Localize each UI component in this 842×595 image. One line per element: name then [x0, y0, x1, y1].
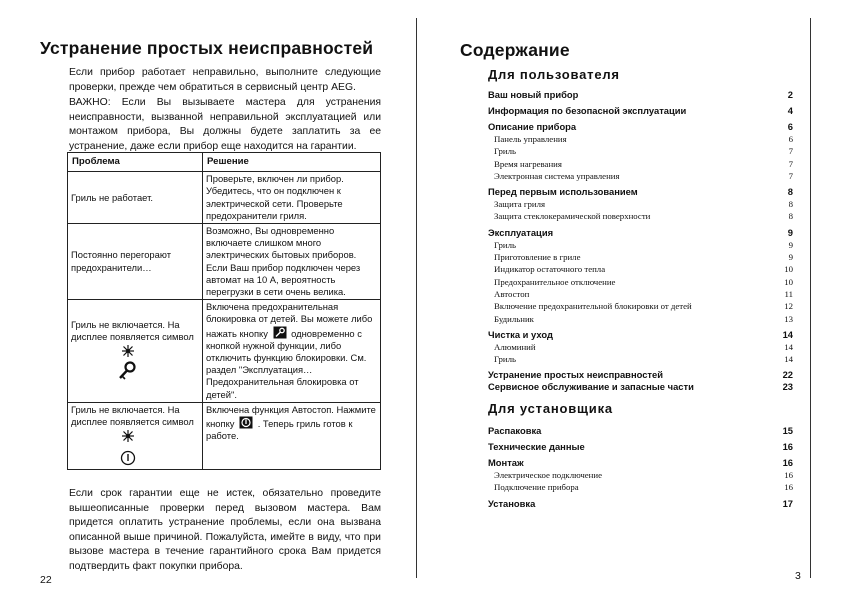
installer-section-heading: Для установщика: [488, 401, 613, 416]
toc-entry-page: 14: [784, 354, 793, 365]
toc-entry-page: 14: [784, 341, 793, 352]
toc-entry-label: Подключение прибора: [494, 482, 579, 493]
key-button-icon: [273, 326, 287, 339]
toc-entry-page: 16: [784, 470, 793, 480]
toc-entry-label: Перед первым использованием: [488, 186, 638, 198]
toc-entry[interactable]: [488, 105, 793, 117]
problem-cell: [68, 300, 203, 403]
solution-cell: Проверьте, включен ли прибор. Убедитесь, что он подключен к электрической сети. Проверьте предохранители гриля.: [203, 172, 381, 224]
toc-entry-page: 16: [784, 482, 793, 493]
toc-entry-page: 17: [782, 497, 793, 509]
page-edge-rule: [416, 18, 417, 578]
table-row: [68, 172, 381, 224]
toc-entry-label: Чистка и уход: [488, 328, 553, 340]
toc-entry-page: 7: [788, 158, 793, 169]
toc-entry-page: 9: [787, 226, 793, 238]
toc-entry-page: 8: [788, 199, 793, 210]
problem-text: Гриль не включается. На дисплее появляется символ: [71, 318, 194, 343]
toc-entry[interactable]: [488, 369, 793, 381]
toc-entry-page: 16: [782, 441, 793, 452]
toc-subentry[interactable]: [488, 251, 793, 263]
user-section-heading: Для пользователя: [488, 67, 620, 82]
toc-entry-page: 15: [782, 425, 793, 436]
problem-cell: [68, 402, 203, 469]
toc-subentry[interactable]: [488, 210, 793, 222]
toc-entry-label: Описание прибора: [488, 121, 577, 132]
toc-entry-label: Приготовление в гриле: [494, 252, 581, 263]
toc-entry-label: Гриль: [494, 354, 517, 365]
toc-entry-label: Эксплуатация: [488, 226, 554, 238]
toc-entry-label: Будильник: [494, 313, 534, 324]
troubleshooting-table: [67, 152, 381, 470]
toc-entry-label: Гриль: [494, 239, 517, 250]
toc-subentry[interactable]: [488, 288, 793, 300]
toc-subentry[interactable]: [488, 198, 793, 210]
toc-entry[interactable]: [488, 329, 793, 341]
intro-paragraph: Если прибор работает неправильно, выполните следующие проверки, прежде чем обратиться в сервисный центр AEG.: [69, 67, 381, 93]
toc-entry-page: 7: [788, 170, 793, 181]
toc-entry-label: Включение предохранительной блокировки от детей: [494, 301, 692, 312]
toc-entry-label: Распаковка: [488, 425, 542, 436]
toc-entry-label: Панель управления: [494, 134, 567, 144]
power-button-icon: [239, 416, 253, 429]
toc-entry-page: 6: [788, 134, 793, 144]
toc-entry-label: Алюминий: [494, 341, 536, 352]
table-row: [68, 402, 381, 469]
toc-entry-page: 8: [788, 211, 793, 222]
user-toc-list: [488, 89, 793, 393]
toc-entry-page: 12: [784, 301, 793, 312]
toc-entry-page: 9: [788, 252, 793, 263]
toc-entry-label: Электрическое подключение: [494, 470, 602, 480]
col-header-solution: Решение: [203, 153, 381, 172]
autostop-symbol-icon: [117, 428, 139, 468]
toc-entry-page: 8: [787, 186, 793, 198]
toc-entry-label: Защита стеклокерамической поверхности: [494, 211, 651, 222]
toc-entry-page: 22: [782, 369, 793, 381]
toc-entry-label: Защита гриля: [494, 199, 545, 210]
toc-entry-label: Гриль: [494, 146, 517, 157]
table-row: [68, 224, 381, 300]
toc-entry-page: 16: [782, 457, 793, 468]
toc-subentry[interactable]: [488, 158, 793, 170]
toc-subentry[interactable]: [488, 341, 793, 353]
solution-cell: Возможно, Вы одновременно включаете слишком много электрических бытовых приборов. Если Ваш прибор подключен через автомат на 10 А, вероятность перегрузки в сети очень велика.: [203, 224, 381, 300]
toc-entry-label: Монтаж: [488, 457, 524, 468]
toc-entry-page: 11: [784, 288, 793, 299]
toc-entry-page: 7: [788, 146, 793, 157]
col-header-problem: Проблема: [68, 153, 203, 172]
toc-entry[interactable]: [488, 457, 793, 469]
table-row: [68, 300, 381, 403]
toc-entry-page: 13: [784, 313, 793, 324]
table-header-row: [68, 153, 381, 172]
toc-entry[interactable]: [488, 186, 793, 198]
toc-subentry[interactable]: [488, 133, 793, 145]
toc-entry[interactable]: [488, 381, 793, 393]
toc-entry[interactable]: [488, 227, 793, 239]
solution-cell: [203, 402, 381, 469]
problem-cell: Гриль не работает.: [68, 172, 203, 224]
toc-subentry[interactable]: [488, 481, 793, 493]
toc-entry[interactable]: [488, 425, 793, 437]
toc-entry-page: 2: [787, 89, 793, 100]
toc-entry-page: 10: [784, 264, 793, 275]
toc-entry-label: Время нагревания: [494, 158, 562, 169]
toc-entry[interactable]: [488, 89, 793, 101]
solution-text-b: . Теперь гриль готов к работе.: [206, 418, 353, 442]
toc-entry-page: 10: [784, 276, 793, 287]
toc-subentry[interactable]: [488, 276, 793, 288]
page-number: 3: [795, 570, 801, 582]
installer-toc-list: [488, 425, 793, 510]
toc-entry-label: Автостоп: [494, 288, 530, 299]
child-lock-symbol-icon: [117, 343, 139, 383]
toc-entry-label: Технические данные: [488, 441, 585, 452]
toc-entry[interactable]: [488, 121, 793, 133]
page-number: 22: [40, 574, 52, 586]
toc-entry-page: 4: [787, 105, 793, 116]
right-page: [421, 0, 842, 595]
toc-entry-label: Информация по безопасной эксплуатации: [488, 105, 687, 116]
toc-entry-label: Установка: [488, 497, 536, 509]
toc-subentry[interactable]: [488, 263, 793, 275]
toc-subentry[interactable]: [488, 469, 793, 481]
toc-entry-page: 23: [782, 381, 793, 393]
toc-entry-page: 6: [787, 121, 793, 132]
important-paragraph: ВАЖНО: Если Вы вызываете мастера для устранения неисправности, вызванной неправильной эксплуатацией или монтажом прибора, Вы должны будете заплатить за ее устранение, даже если прибор еще находится на гарантии.: [69, 97, 381, 152]
toc-entry-page: 14: [782, 328, 793, 340]
toc-entry-label: Предохранительное отключение: [494, 276, 616, 287]
toc-subentry[interactable]: [488, 170, 793, 182]
toc-entry-label: Сервисное обслуживание и запасные части: [488, 381, 694, 393]
toc-subentry[interactable]: [488, 313, 793, 325]
problem-cell: Постоянно перегорают предохранители…: [68, 224, 203, 300]
solution-text-b: одновременно с кнопкой нужной функции, либо отключить функцию блокировки. См. раздел "Эксплуатация…Предохранительная блокировка от детей".: [206, 327, 367, 400]
toc-subentry[interactable]: [488, 239, 793, 251]
toc-subentry[interactable]: [488, 145, 793, 157]
solution-text-a: Включена предохранительная блокировка от детей. Вы можете либо нажать кнопку: [206, 301, 373, 339]
page-edge-rule: [810, 18, 811, 578]
toc-entry-label: Ваш новый прибор: [488, 89, 579, 100]
page-title: Устранение простых неисправностей: [40, 38, 374, 58]
toc-entry-label: Устранение простых неисправностей: [488, 369, 663, 381]
toc-entry-label: Индикатор остаточного тепла: [494, 264, 606, 275]
solution-text-a: Включена функция Автостоп. Нажмите кнопку: [206, 403, 376, 430]
toc-entry[interactable]: [488, 498, 793, 510]
toc-subentry[interactable]: [488, 300, 793, 312]
contents-title: Содержание: [460, 40, 570, 60]
toc-entry-label: Электронная система управления: [494, 170, 620, 181]
closing-paragraph: Если срок гарантии еще не истек, обязательно проведите вышеописанные проверки перед вызовом мастера. Вам придется оплатить устранение проблемы, если она вызвана описанной выше причиной. Пожалуйста, имейте в виду, что при вызове мастера в течение гарантийного срока Вам придется подтвердить факт покупки прибора.: [69, 488, 381, 572]
toc-entry[interactable]: [488, 441, 793, 453]
solution-cell: [203, 300, 381, 403]
toc-entry-page: 9: [788, 239, 793, 250]
toc-subentry[interactable]: [488, 353, 793, 365]
problem-text: Гриль не включается. На дисплее появляется символ: [71, 403, 194, 428]
